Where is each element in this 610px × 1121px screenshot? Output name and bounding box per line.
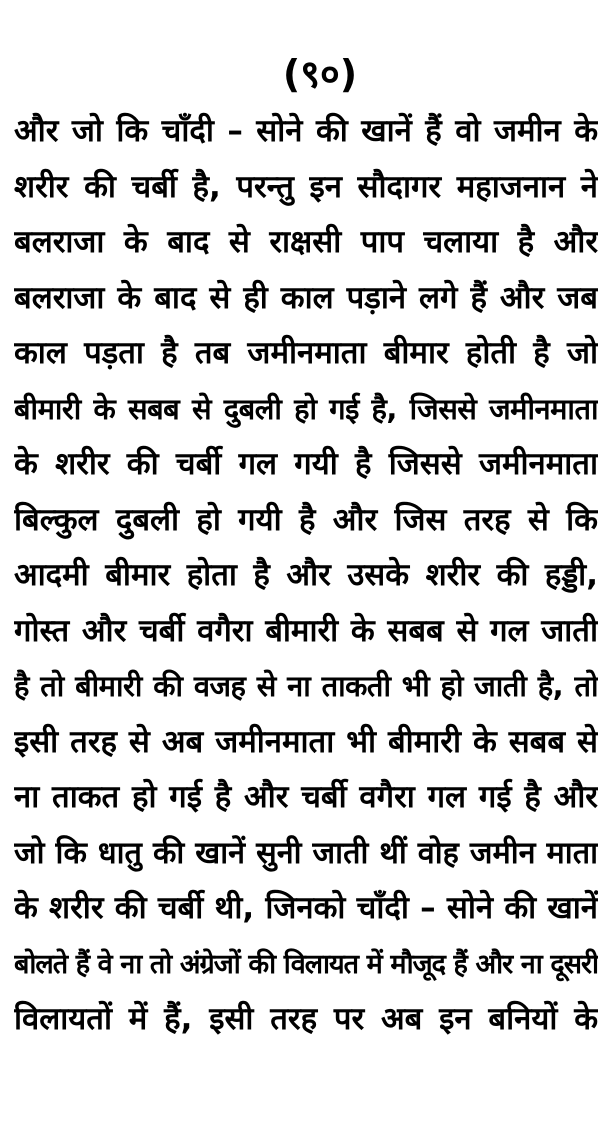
- text-line: इसी तरह से अब जमीनमाता भी बीमारी के सबब से: [14, 723, 598, 760]
- text-line: बीमारी के सबब से दुबली हो गई है, जिससे जमीनमाता: [14, 391, 598, 426]
- text-line: और जो कि चाँदी – सोने की खानें हैं वो जमीन के: [14, 113, 598, 149]
- text-line: आदमी बीमार होता है और उसके शरीर की हड्डी,: [14, 557, 598, 593]
- text-line: के शरीर की चर्बी थी, जिनको चाँदी – सोने की खानें: [14, 890, 598, 926]
- text-line: जो कि धातु की खानें सुनी जाती थीं वोह जमीन माता: [14, 835, 598, 871]
- body-text: [14, 104, 598, 1048]
- page-number: (९०): [282, 52, 358, 96]
- text-line: काल पड़ता है तब जमीनमाता बीमार होती है जो: [14, 335, 598, 371]
- text-line: गोस्त और चर्बी वगैरा बीमारी के सबब से गल जाती: [14, 612, 598, 649]
- text-line: बोलते हैं वे ना तो अंग्रेजों की विलायत में मौजूद हैं और ना दूसरी: [14, 948, 598, 980]
- text-line: है तो बीमारी की वजह से ना ताकती भी हो जाती है, तो: [14, 669, 598, 703]
- text-line: बिल्कुल दुबली हो गयी है और जिस तरह से कि: [14, 501, 598, 538]
- text-line: के शरीर की चर्बी गल गयी है जिससे जमीनमाता: [14, 446, 598, 482]
- text-line: विलायतों में हैं, इसी तरह पर अब इन बनियों के: [14, 1001, 598, 1037]
- text-line: बलराजा के बाद से राक्षसी पाप चलाया है और: [14, 224, 598, 260]
- text-line: शरीर की चर्बी है, परन्तु इन सौदागर महाजनान ने: [14, 168, 598, 205]
- text-line: ना ताकत हो गई है और चर्बी वगैरा गल गई है और: [14, 779, 598, 815]
- text-line: बलराजा के बाद से ही काल पड़ाने लगे हैं और जब: [14, 279, 598, 316]
